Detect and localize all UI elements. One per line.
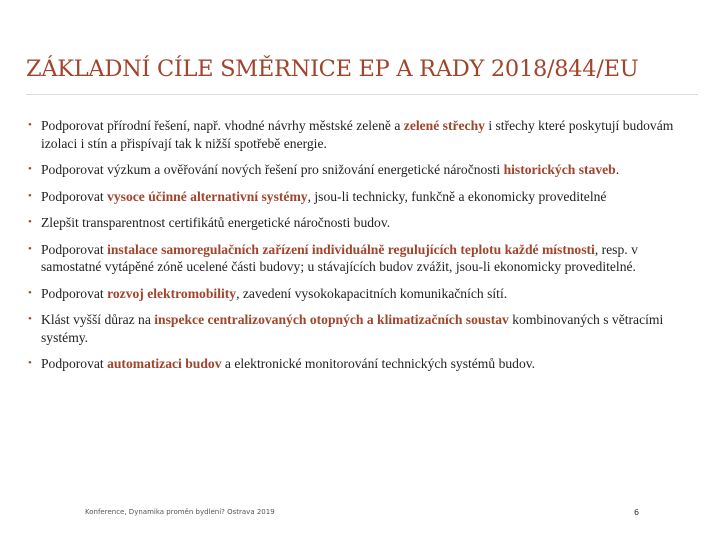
bullet-item: [26, 311, 694, 346]
title-divider: [26, 94, 698, 95]
bullet-dot-icon: •: [28, 357, 32, 369]
bullet-text: , zavedení vysokokapacitních komunikačních sítí.: [236, 285, 508, 301]
highlighted-text: rozvoj elektromobility: [107, 285, 237, 301]
bullet-text: Klást vyšší důraz na: [41, 312, 155, 327]
bullet-dot-icon: •: [28, 189, 32, 202]
page-number: 6: [634, 508, 640, 517]
bullet-text: Podporovat: [41, 356, 108, 371]
bullet-dot-icon: •: [28, 163, 32, 175]
bullet-dot-icon: •: [28, 313, 32, 325]
bullet-text: Podporovat: [41, 188, 108, 204]
bullet-item: [26, 241, 694, 276]
highlighted-text: inspekce centralizovaných otopných a klimatizačních soustav: [154, 312, 509, 327]
bullet-item: [26, 285, 694, 303]
bullet-text: a elektronické monitorování technických systémů budov.: [221, 356, 536, 371]
bullet-text: , jsou-li technicky, funkčně a ekonomicky proveditelné: [307, 188, 607, 204]
bullet-dot-icon: •: [28, 286, 32, 299]
footer-text: Konference, Dynamika proměn bydlení? Ostrava 2019: [85, 508, 275, 516]
highlighted-text: automatizaci budov: [107, 356, 222, 371]
bullet-text: kombinovaných s větracími systémy.: [41, 312, 664, 345]
bullet-list: [26, 117, 694, 382]
bullet-dot-icon: •: [28, 242, 32, 255]
highlighted-text: zelené střechy: [403, 118, 485, 133]
bullet-text: Podporovat: [41, 285, 108, 301]
bullet-text: , resp. v samostatné vytápěné zóně ucelené části budovy; u stávajících budov zvážit, jsou-li ekonomicky proveditelné.: [41, 241, 638, 274]
bullet-item: [26, 355, 694, 373]
bullet-text: Podporovat přírodní řešení, např. vhodné návrhy městské zeleně a: [41, 118, 404, 133]
highlighted-text: vysoce účinné alternativní systémy: [107, 188, 308, 204]
bullet-text: Podporovat výzkum a ověřování nových řešení pro snižování energetické náročnosti: [41, 162, 504, 177]
bullet-item: [26, 161, 694, 179]
bullet-dot-icon: •: [28, 119, 32, 131]
slide-title: ZÁKLADNÍ CÍLE SMĚRNICE EP A RADY 2018/844/EU: [26, 56, 639, 82]
highlighted-text: historických staveb: [503, 162, 616, 177]
bullet-item: [26, 117, 694, 152]
bullet-text: Zlepšit transparentnost certifikátů energetické náročnosti budov.: [41, 215, 391, 230]
bullet-dot-icon: •: [28, 216, 32, 228]
highlighted-text: instalace samoregulačních zařízení individuálně regulujících teplotu každé místnosti: [107, 241, 595, 257]
bullet-text: .: [615, 162, 620, 177]
bullet-text: Podporovat: [41, 241, 108, 257]
bullet-item: [26, 188, 694, 206]
bullet-item: [26, 214, 694, 232]
bullet-text: i střechy které poskytují budovám izolaci i stín a přispívají tak k nižší spotřebě energie.: [41, 118, 674, 151]
